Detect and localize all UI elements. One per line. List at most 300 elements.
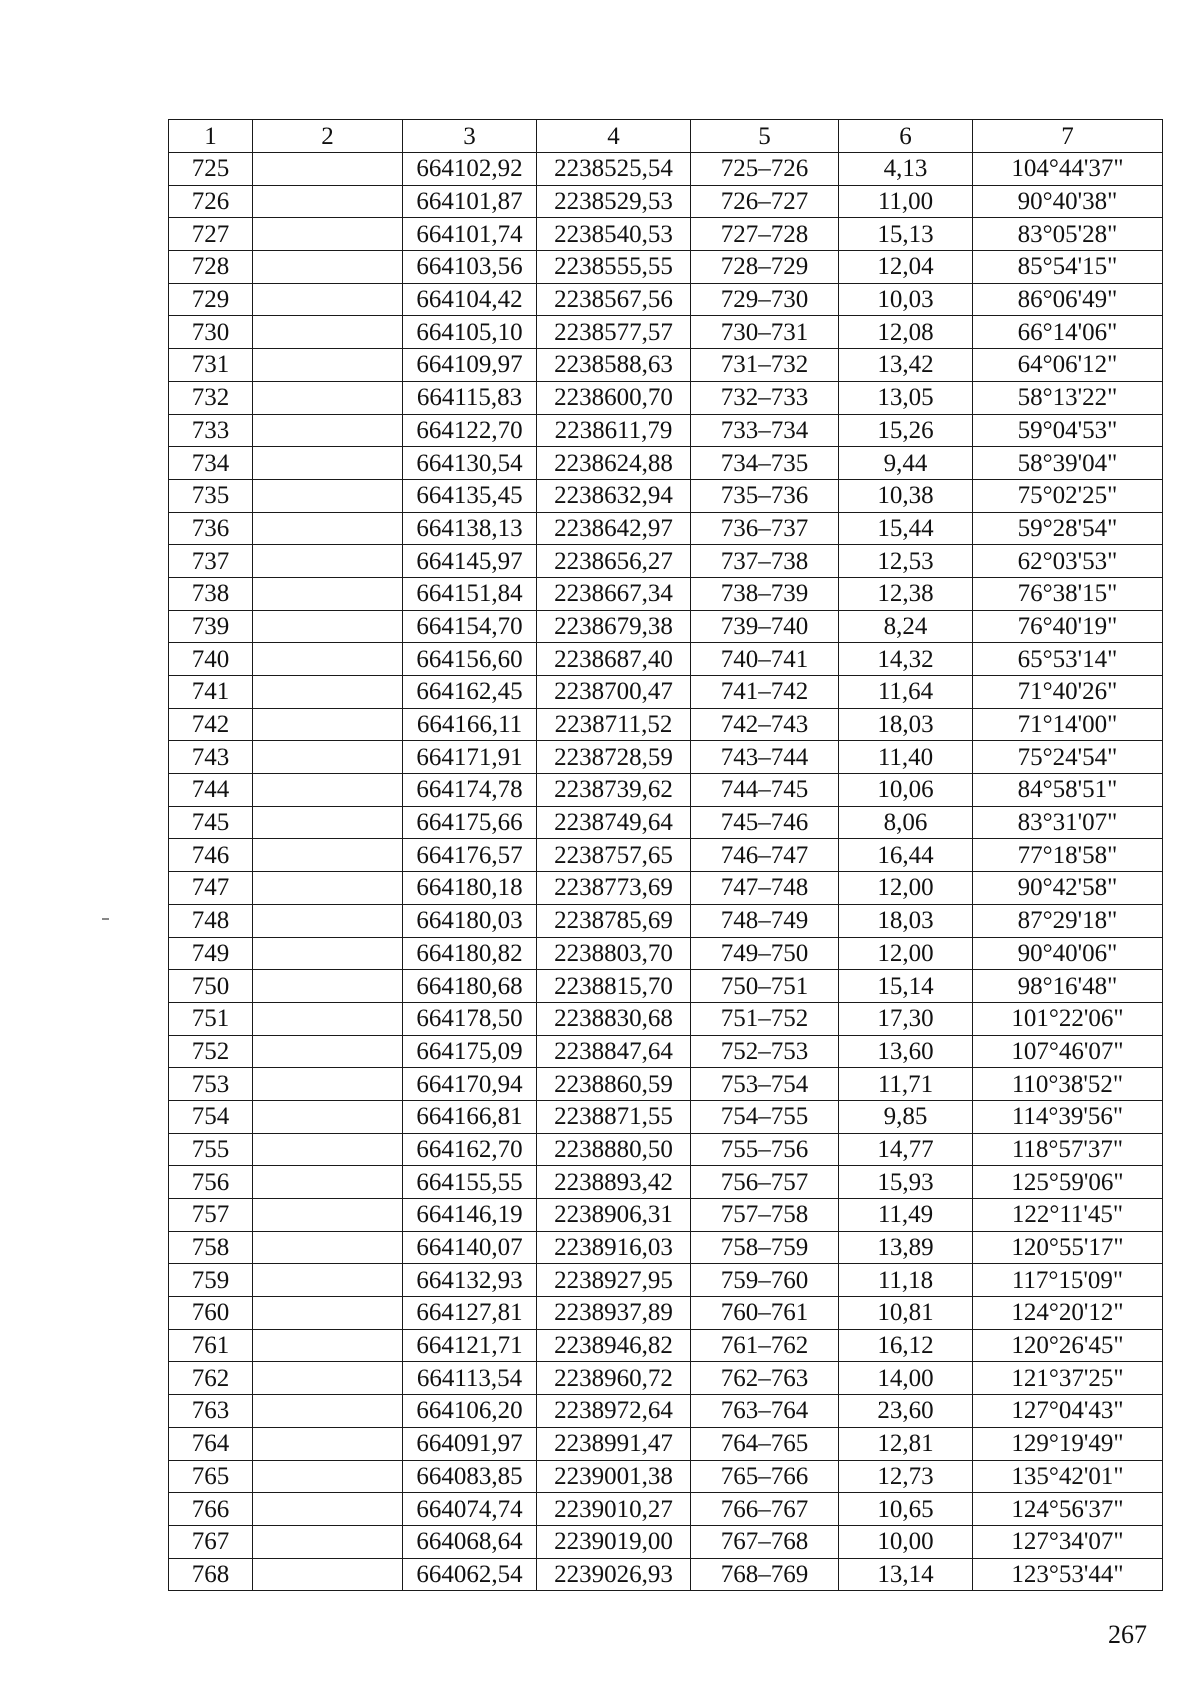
table-row <box>169 1035 1163 1068</box>
point-number-cell: 731 <box>169 349 253 382</box>
segment-cell: 742–743 <box>691 708 839 741</box>
empty-cell <box>253 577 403 610</box>
column-header: 5 <box>691 120 839 153</box>
y-coordinate-cell: 2238785,69 <box>537 904 691 937</box>
x-coordinate-cell: 664102,92 <box>403 153 537 186</box>
y-coordinate-cell: 2238728,59 <box>537 741 691 774</box>
empty-cell <box>253 676 403 709</box>
segment-cell: 739–740 <box>691 610 839 643</box>
segment-cell: 765–766 <box>691 1460 839 1493</box>
empty-cell <box>253 970 403 1003</box>
length-cell: 9,85 <box>839 1100 973 1133</box>
bearing-cell: 76°38'15" <box>973 577 1163 610</box>
point-number-cell: 730 <box>169 316 253 349</box>
segment-cell: 731–732 <box>691 349 839 382</box>
segment-cell: 738–739 <box>691 577 839 610</box>
bearing-cell: 65°53'14" <box>973 643 1163 676</box>
table-row <box>169 970 1163 1003</box>
x-coordinate-cell: 664180,68 <box>403 970 537 1003</box>
point-number-cell: 761 <box>169 1329 253 1362</box>
segment-cell: 760–761 <box>691 1297 839 1330</box>
column-header: 4 <box>537 120 691 153</box>
point-number-cell: 729 <box>169 283 253 316</box>
y-coordinate-cell: 2238871,55 <box>537 1100 691 1133</box>
segment-cell: 743–744 <box>691 741 839 774</box>
x-coordinate-cell: 664101,74 <box>403 218 537 251</box>
bearing-cell: 101°22'06" <box>973 1002 1163 1035</box>
segment-cell: 767–768 <box>691 1525 839 1558</box>
x-coordinate-cell: 664180,82 <box>403 937 537 970</box>
table-row <box>169 1264 1163 1297</box>
y-coordinate-cell: 2238847,64 <box>537 1035 691 1068</box>
point-number-cell: 727 <box>169 218 253 251</box>
table-row <box>169 1068 1163 1101</box>
length-cell: 18,03 <box>839 708 973 741</box>
bearing-cell: 125°59'06" <box>973 1166 1163 1199</box>
length-cell: 23,60 <box>839 1395 973 1428</box>
segment-cell: 735–736 <box>691 479 839 512</box>
bearing-cell: 122°11'45" <box>973 1199 1163 1232</box>
empty-cell <box>253 1558 403 1591</box>
segment-cell: 732–733 <box>691 381 839 414</box>
y-coordinate-cell: 2238679,38 <box>537 610 691 643</box>
table-row <box>169 545 1163 578</box>
segment-cell: 745–746 <box>691 806 839 839</box>
y-coordinate-cell: 2238687,40 <box>537 643 691 676</box>
table-row <box>169 774 1163 807</box>
segment-cell: 754–755 <box>691 1100 839 1133</box>
point-number-cell: 753 <box>169 1068 253 1101</box>
table-row <box>169 1460 1163 1493</box>
table-row <box>169 1166 1163 1199</box>
x-coordinate-cell: 664180,03 <box>403 904 537 937</box>
x-coordinate-cell: 664109,97 <box>403 349 537 382</box>
empty-cell <box>253 1297 403 1330</box>
empty-cell <box>253 1427 403 1460</box>
y-coordinate-cell: 2239010,27 <box>537 1493 691 1526</box>
point-number-cell: 740 <box>169 643 253 676</box>
empty-cell <box>253 185 403 218</box>
x-coordinate-cell: 664175,66 <box>403 806 537 839</box>
segment-cell: 756–757 <box>691 1166 839 1199</box>
bearing-cell: 120°55'17" <box>973 1231 1163 1264</box>
y-coordinate-cell: 2238642,97 <box>537 512 691 545</box>
bearing-cell: 62°03'53" <box>973 545 1163 578</box>
x-coordinate-cell: 664115,83 <box>403 381 537 414</box>
point-number-cell: 733 <box>169 414 253 447</box>
empty-cell <box>253 741 403 774</box>
length-cell: 12,53 <box>839 545 973 578</box>
point-number-cell: 737 <box>169 545 253 578</box>
length-cell: 10,38 <box>839 479 973 512</box>
segment-cell: 751–752 <box>691 1002 839 1035</box>
empty-cell <box>253 414 403 447</box>
segment-cell: 727–728 <box>691 218 839 251</box>
x-coordinate-cell: 664171,91 <box>403 741 537 774</box>
y-coordinate-cell: 2239001,38 <box>537 1460 691 1493</box>
segment-cell: 749–750 <box>691 937 839 970</box>
point-number-cell: 766 <box>169 1493 253 1526</box>
bearing-cell: 83°05'28" <box>973 218 1163 251</box>
point-number-cell: 746 <box>169 839 253 872</box>
x-coordinate-cell: 664121,71 <box>403 1329 537 1362</box>
length-cell: 16,44 <box>839 839 973 872</box>
segment-cell: 763–764 <box>691 1395 839 1428</box>
table-row <box>169 1002 1163 1035</box>
segment-cell: 729–730 <box>691 283 839 316</box>
x-coordinate-cell: 664103,56 <box>403 251 537 284</box>
length-cell: 13,05 <box>839 381 973 414</box>
y-coordinate-cell: 2238927,95 <box>537 1264 691 1297</box>
y-coordinate-cell: 2238749,64 <box>537 806 691 839</box>
segment-cell: 755–756 <box>691 1133 839 1166</box>
point-number-cell: 749 <box>169 937 253 970</box>
y-coordinate-cell: 2238600,70 <box>537 381 691 414</box>
empty-cell <box>253 1264 403 1297</box>
bearing-cell: 123°53'44" <box>973 1558 1163 1591</box>
bearing-cell: 114°39'56" <box>973 1100 1163 1133</box>
x-coordinate-cell: 664074,74 <box>403 1493 537 1526</box>
length-cell: 11,64 <box>839 676 973 709</box>
length-cell: 10,06 <box>839 774 973 807</box>
point-number-cell: 765 <box>169 1460 253 1493</box>
table-row <box>169 349 1163 382</box>
point-number-cell: 739 <box>169 610 253 643</box>
length-cell: 14,77 <box>839 1133 973 1166</box>
bearing-cell: 85°54'15" <box>973 251 1163 284</box>
length-cell: 11,00 <box>839 185 973 218</box>
length-cell: 15,14 <box>839 970 973 1003</box>
table-row <box>169 741 1163 774</box>
empty-cell <box>253 316 403 349</box>
length-cell: 10,03 <box>839 283 973 316</box>
table-row <box>169 1427 1163 1460</box>
table-row <box>169 479 1163 512</box>
x-coordinate-cell: 664091,97 <box>403 1427 537 1460</box>
column-header: 2 <box>253 120 403 153</box>
segment-cell: 761–762 <box>691 1329 839 1362</box>
x-coordinate-cell: 664140,07 <box>403 1231 537 1264</box>
segment-cell: 758–759 <box>691 1231 839 1264</box>
x-coordinate-cell: 664130,54 <box>403 447 537 480</box>
x-coordinate-cell: 664146,19 <box>403 1199 537 1232</box>
y-coordinate-cell: 2238577,57 <box>537 316 691 349</box>
point-number-cell: 734 <box>169 447 253 480</box>
table-row <box>169 1493 1163 1526</box>
column-header: 6 <box>839 120 973 153</box>
empty-cell <box>253 1493 403 1526</box>
x-coordinate-cell: 664106,20 <box>403 1395 537 1428</box>
table-row <box>169 185 1163 218</box>
bearing-cell: 58°39'04" <box>973 447 1163 480</box>
bearing-cell: 129°19'49" <box>973 1427 1163 1460</box>
table-row <box>169 251 1163 284</box>
y-coordinate-cell: 2238991,47 <box>537 1427 691 1460</box>
length-cell: 4,13 <box>839 153 973 186</box>
y-coordinate-cell: 2238880,50 <box>537 1133 691 1166</box>
table-row <box>169 447 1163 480</box>
x-coordinate-cell: 664162,70 <box>403 1133 537 1166</box>
segment-cell: 730–731 <box>691 316 839 349</box>
x-coordinate-cell: 664135,45 <box>403 479 537 512</box>
table-row <box>169 1558 1163 1591</box>
y-coordinate-cell: 2238972,64 <box>537 1395 691 1428</box>
empty-cell <box>253 937 403 970</box>
point-number-cell: 743 <box>169 741 253 774</box>
table-row <box>169 708 1163 741</box>
x-coordinate-cell: 664156,60 <box>403 643 537 676</box>
bearing-cell: 107°46'07" <box>973 1035 1163 1068</box>
bearing-cell: 117°15'09" <box>973 1264 1163 1297</box>
y-coordinate-cell: 2238803,70 <box>537 937 691 970</box>
segment-cell: 759–760 <box>691 1264 839 1297</box>
y-coordinate-cell: 2238757,65 <box>537 839 691 872</box>
bearing-cell: 90°42'58" <box>973 872 1163 905</box>
length-cell: 17,30 <box>839 1002 973 1035</box>
point-number-cell: 736 <box>169 512 253 545</box>
point-number-cell: 760 <box>169 1297 253 1330</box>
bearing-cell: 66°14'06" <box>973 316 1163 349</box>
x-coordinate-cell: 664178,50 <box>403 1002 537 1035</box>
x-coordinate-cell: 664176,57 <box>403 839 537 872</box>
x-coordinate-cell: 664083,85 <box>403 1460 537 1493</box>
empty-cell <box>253 1199 403 1232</box>
empty-cell <box>253 349 403 382</box>
point-number-cell: 728 <box>169 251 253 284</box>
empty-cell <box>253 1362 403 1395</box>
empty-cell <box>253 1035 403 1068</box>
x-coordinate-cell: 664166,11 <box>403 708 537 741</box>
length-cell: 8,06 <box>839 806 973 839</box>
point-number-cell: 756 <box>169 1166 253 1199</box>
y-coordinate-cell: 2238830,68 <box>537 1002 691 1035</box>
segment-cell: 748–749 <box>691 904 839 937</box>
x-coordinate-cell: 664155,55 <box>403 1166 537 1199</box>
point-number-cell: 742 <box>169 708 253 741</box>
x-coordinate-cell: 664170,94 <box>403 1068 537 1101</box>
x-coordinate-cell: 664113,54 <box>403 1362 537 1395</box>
y-coordinate-cell: 2238937,89 <box>537 1297 691 1330</box>
segment-cell: 741–742 <box>691 676 839 709</box>
table-row <box>169 512 1163 545</box>
column-header: 7 <box>973 120 1163 153</box>
bearing-cell: 127°04'43" <box>973 1395 1163 1428</box>
length-cell: 12,04 <box>839 251 973 284</box>
table-row <box>169 577 1163 610</box>
bearing-cell: 110°38'52" <box>973 1068 1163 1101</box>
length-cell: 12,08 <box>839 316 973 349</box>
y-coordinate-cell: 2239026,93 <box>537 1558 691 1591</box>
point-number-cell: 758 <box>169 1231 253 1264</box>
table-row <box>169 1525 1163 1558</box>
segment-cell: 740–741 <box>691 643 839 676</box>
y-coordinate-cell: 2239019,00 <box>537 1525 691 1558</box>
empty-cell <box>253 283 403 316</box>
x-coordinate-cell: 664174,78 <box>403 774 537 807</box>
y-coordinate-cell: 2238529,53 <box>537 185 691 218</box>
empty-cell <box>253 839 403 872</box>
empty-cell <box>253 806 403 839</box>
column-header: 3 <box>403 120 537 153</box>
point-number-cell: 735 <box>169 479 253 512</box>
coordinates-table <box>168 119 1163 1591</box>
table-row <box>169 1100 1163 1133</box>
table-row <box>169 610 1163 643</box>
y-coordinate-cell: 2238773,69 <box>537 872 691 905</box>
length-cell: 11,49 <box>839 1199 973 1232</box>
x-coordinate-cell: 664062,54 <box>403 1558 537 1591</box>
bearing-cell: 124°20'12" <box>973 1297 1163 1330</box>
x-coordinate-cell: 664101,87 <box>403 185 537 218</box>
length-cell: 15,13 <box>839 218 973 251</box>
point-number-cell: 754 <box>169 1100 253 1133</box>
bearing-cell: 118°57'37" <box>973 1133 1163 1166</box>
empty-cell <box>253 1002 403 1035</box>
bearing-cell: 71°40'26" <box>973 676 1163 709</box>
table-row <box>169 283 1163 316</box>
y-coordinate-cell: 2238893,42 <box>537 1166 691 1199</box>
bearing-cell: 59°28'54" <box>973 512 1163 545</box>
page-number: 267 <box>1108 1620 1147 1649</box>
y-coordinate-cell: 2238656,27 <box>537 545 691 578</box>
empty-cell <box>253 251 403 284</box>
table-row <box>169 1199 1163 1232</box>
empty-cell <box>253 447 403 480</box>
bearing-cell: 75°24'54" <box>973 741 1163 774</box>
segment-cell: 736–737 <box>691 512 839 545</box>
empty-cell <box>253 153 403 186</box>
point-number-cell: 750 <box>169 970 253 1003</box>
y-coordinate-cell: 2238906,31 <box>537 1199 691 1232</box>
table-row <box>169 1362 1163 1395</box>
bearing-cell: 87°29'18" <box>973 904 1163 937</box>
segment-cell: 726–727 <box>691 185 839 218</box>
x-coordinate-cell: 664132,93 <box>403 1264 537 1297</box>
length-cell: 12,81 <box>839 1427 973 1460</box>
table-row <box>169 1133 1163 1166</box>
empty-cell <box>253 1100 403 1133</box>
segment-cell: 747–748 <box>691 872 839 905</box>
length-cell: 11,40 <box>839 741 973 774</box>
length-cell: 10,81 <box>839 1297 973 1330</box>
bearing-cell: 58°13'22" <box>973 381 1163 414</box>
y-coordinate-cell: 2238611,79 <box>537 414 691 447</box>
table-row <box>169 676 1163 709</box>
x-coordinate-cell: 664162,45 <box>403 676 537 709</box>
x-coordinate-cell: 664180,18 <box>403 872 537 905</box>
length-cell: 13,14 <box>839 1558 973 1591</box>
column-header: 1 <box>169 120 253 153</box>
length-cell: 14,00 <box>839 1362 973 1395</box>
point-number-cell: 738 <box>169 577 253 610</box>
table-row <box>169 1329 1163 1362</box>
bearing-cell: 124°56'37" <box>973 1493 1163 1526</box>
x-coordinate-cell: 664154,70 <box>403 610 537 643</box>
length-cell: 13,42 <box>839 349 973 382</box>
segment-cell: 757–758 <box>691 1199 839 1232</box>
length-cell: 12,00 <box>839 872 973 905</box>
y-coordinate-cell: 2238960,72 <box>537 1362 691 1395</box>
y-coordinate-cell: 2238555,55 <box>537 251 691 284</box>
bearing-cell: 75°02'25" <box>973 479 1163 512</box>
segment-cell: 746–747 <box>691 839 839 872</box>
table-row <box>169 316 1163 349</box>
empty-cell <box>253 1231 403 1264</box>
bearing-cell: 104°44'37" <box>973 153 1163 186</box>
table-row <box>169 218 1163 251</box>
table-row <box>169 839 1163 872</box>
point-number-cell: 741 <box>169 676 253 709</box>
bearing-cell: 64°06'12" <box>973 349 1163 382</box>
table-row <box>169 1297 1163 1330</box>
empty-cell <box>253 381 403 414</box>
bearing-cell: 86°06'49" <box>973 283 1163 316</box>
x-coordinate-cell: 664105,10 <box>403 316 537 349</box>
length-cell: 15,26 <box>839 414 973 447</box>
table-header-row <box>169 120 1163 153</box>
segment-cell: 733–734 <box>691 414 839 447</box>
point-number-cell: 767 <box>169 1525 253 1558</box>
table-row <box>169 414 1163 447</box>
y-coordinate-cell: 2238567,56 <box>537 283 691 316</box>
length-cell: 16,12 <box>839 1329 973 1362</box>
segment-cell: 753–754 <box>691 1068 839 1101</box>
y-coordinate-cell: 2238700,47 <box>537 676 691 709</box>
length-cell: 11,71 <box>839 1068 973 1101</box>
empty-cell <box>253 610 403 643</box>
segment-cell: 750–751 <box>691 970 839 1003</box>
length-cell: 12,73 <box>839 1460 973 1493</box>
x-coordinate-cell: 664138,13 <box>403 512 537 545</box>
y-coordinate-cell: 2238946,82 <box>537 1329 691 1362</box>
y-coordinate-cell: 2238588,63 <box>537 349 691 382</box>
length-cell: 10,65 <box>839 1493 973 1526</box>
point-number-cell: 748 <box>169 904 253 937</box>
table-row <box>169 1395 1163 1428</box>
y-coordinate-cell: 2238632,94 <box>537 479 691 512</box>
y-coordinate-cell: 2238860,59 <box>537 1068 691 1101</box>
length-cell: 14,32 <box>839 643 973 676</box>
empty-cell <box>253 479 403 512</box>
bearing-cell: 120°26'45" <box>973 1329 1163 1362</box>
point-number-cell: 744 <box>169 774 253 807</box>
empty-cell <box>253 545 403 578</box>
empty-cell <box>253 643 403 676</box>
segment-cell: 737–738 <box>691 545 839 578</box>
length-cell: 15,93 <box>839 1166 973 1199</box>
length-cell: 8,24 <box>839 610 973 643</box>
x-coordinate-cell: 664151,84 <box>403 577 537 610</box>
point-number-cell: 757 <box>169 1199 253 1232</box>
empty-cell <box>253 1395 403 1428</box>
segment-cell: 764–765 <box>691 1427 839 1460</box>
segment-cell: 725–726 <box>691 153 839 186</box>
point-number-cell: 725 <box>169 153 253 186</box>
x-coordinate-cell: 664166,81 <box>403 1100 537 1133</box>
point-number-cell: 755 <box>169 1133 253 1166</box>
empty-cell <box>253 512 403 545</box>
bearing-cell: 90°40'06" <box>973 937 1163 970</box>
bearing-cell: 135°42'01" <box>973 1460 1163 1493</box>
table-row <box>169 643 1163 676</box>
bearing-cell: 76°40'19" <box>973 610 1163 643</box>
y-coordinate-cell: 2238815,70 <box>537 970 691 1003</box>
y-coordinate-cell: 2238739,62 <box>537 774 691 807</box>
table-row <box>169 153 1163 186</box>
empty-cell <box>253 1133 403 1166</box>
point-number-cell: 768 <box>169 1558 253 1591</box>
point-number-cell: 762 <box>169 1362 253 1395</box>
